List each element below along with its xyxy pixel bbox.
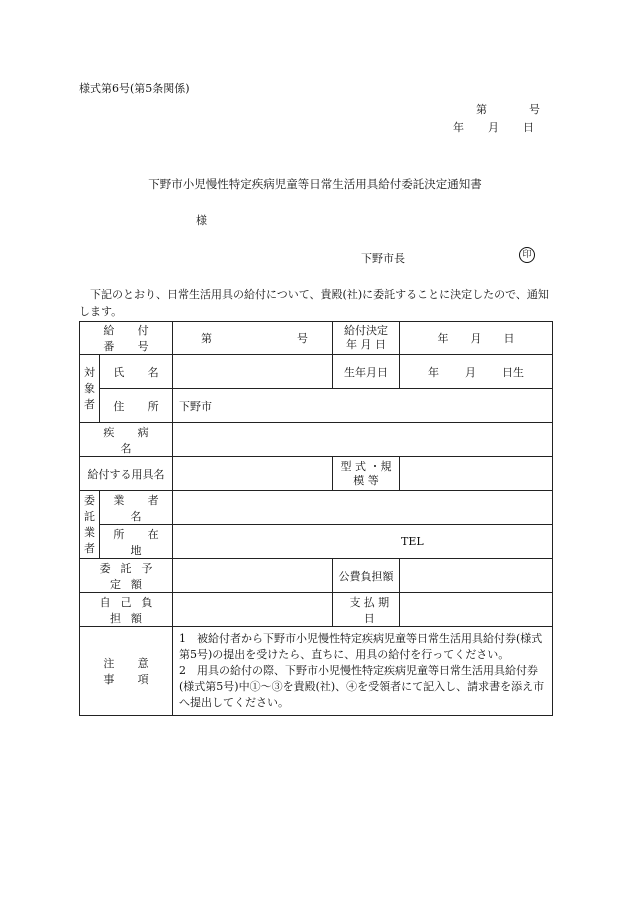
decision-date-value (400, 322, 553, 355)
company-name-value (173, 491, 553, 525)
payment-date-label: 支払期日 (333, 593, 400, 627)
decision-date-label-line1: 給付決定 (344, 324, 388, 337)
seal-mark: 印 (519, 247, 535, 263)
address-value: 下野市 (173, 389, 553, 423)
birth-month: 月 (465, 365, 476, 379)
intro-text: 下記のとおり、日常生活用具の給付について、貴殿(社)に委託することに決定したので、通知します。 (79, 288, 549, 318)
note-item: 1 被給付者から下野市小児慢性特定疾病児童等日常生活用具給付券(様式第5号)の提出を受けたら、直ちに、用具の給付を行ってください。 (179, 632, 543, 661)
equipment-value (173, 457, 333, 491)
addressee-suffix: 様 (196, 214, 207, 227)
decision-day: 日 (503, 332, 515, 345)
model-label-line2: 模 等 (353, 473, 379, 487)
public-burden-value (400, 559, 553, 593)
table-row (80, 491, 553, 525)
table-row (80, 593, 553, 627)
decision-year: 年 (437, 332, 449, 345)
table-row (80, 627, 553, 716)
disease-label: 疾 病 名 (80, 423, 173, 457)
number-prefix: 第 (476, 103, 487, 116)
grant-number-prefix: 第 (201, 332, 212, 345)
decision-date-label-line2: 年 月 日 (346, 338, 386, 351)
decision-month: 月 (470, 332, 482, 345)
disease-value (173, 423, 553, 457)
name-label: 氏 名 (100, 355, 173, 389)
year-label: 年 (453, 121, 464, 134)
planned-amount-label: 委託予定額 (80, 559, 173, 593)
table-row (80, 389, 553, 423)
planned-amount-value (173, 559, 333, 593)
subject-label: 対 象 者 (80, 355, 100, 423)
company-name-label: 業 者 名 (100, 491, 173, 525)
decision-date-label (333, 322, 400, 355)
document-number-line (476, 101, 540, 117)
table-row (80, 355, 553, 389)
public-burden-label: 公費負担額 (333, 559, 400, 593)
birth-date-value (400, 355, 553, 389)
table-row (80, 559, 553, 593)
table-row (80, 322, 553, 355)
self-burden-value (173, 593, 333, 627)
table-row (80, 525, 553, 559)
tel-label: TEL (401, 535, 424, 548)
table-row (80, 423, 553, 457)
contractor-label: 委 託 業 者 (80, 491, 100, 559)
equipment-label: 給付する用具名 (80, 457, 173, 491)
table-row (80, 457, 553, 491)
month-label: 月 (488, 121, 499, 134)
birth-year: 年 (428, 365, 439, 379)
self-burden-label: 自己負担額 (80, 593, 173, 627)
model-value (400, 457, 553, 491)
address-label: 住 所 (100, 389, 173, 423)
grant-number-suffix: 号 (297, 332, 308, 345)
location-label: 所 在 地 (100, 525, 173, 559)
document-title: 下野市小児慢性特定疾病児童等日常生活用具給付委託決定通知書 (148, 177, 482, 191)
notes-label: 注 意 事 項 (80, 627, 173, 716)
form-number: 様式第6号(第5条関係) (79, 82, 190, 95)
document-date-line (453, 119, 534, 135)
model-label-line1: 型 式 ・規 (340, 459, 392, 473)
birth-date-label: 生年月日 (333, 355, 400, 389)
model-label (333, 457, 400, 491)
note-item: 2 用具の給付の際、下野市小児慢性特定疾病児童等日常生活用具給付券(様式第5号)中①～③を貴殿(社)、④を受領者にて記入し、請求書を添え市へ提出してください。 (179, 664, 545, 709)
notes-content (173, 627, 553, 716)
name-value (173, 355, 333, 389)
issuer-name: 下野市長 (361, 252, 405, 265)
payment-date-value (400, 593, 553, 627)
number-suffix: 号 (529, 103, 540, 116)
birth-day: 日生 (502, 365, 524, 379)
location-value (173, 525, 553, 559)
grant-number-label: 給 付 番 号 (80, 322, 173, 355)
grant-number-value (173, 322, 333, 355)
notification-table (79, 321, 553, 716)
day-label: 日 (523, 121, 534, 134)
